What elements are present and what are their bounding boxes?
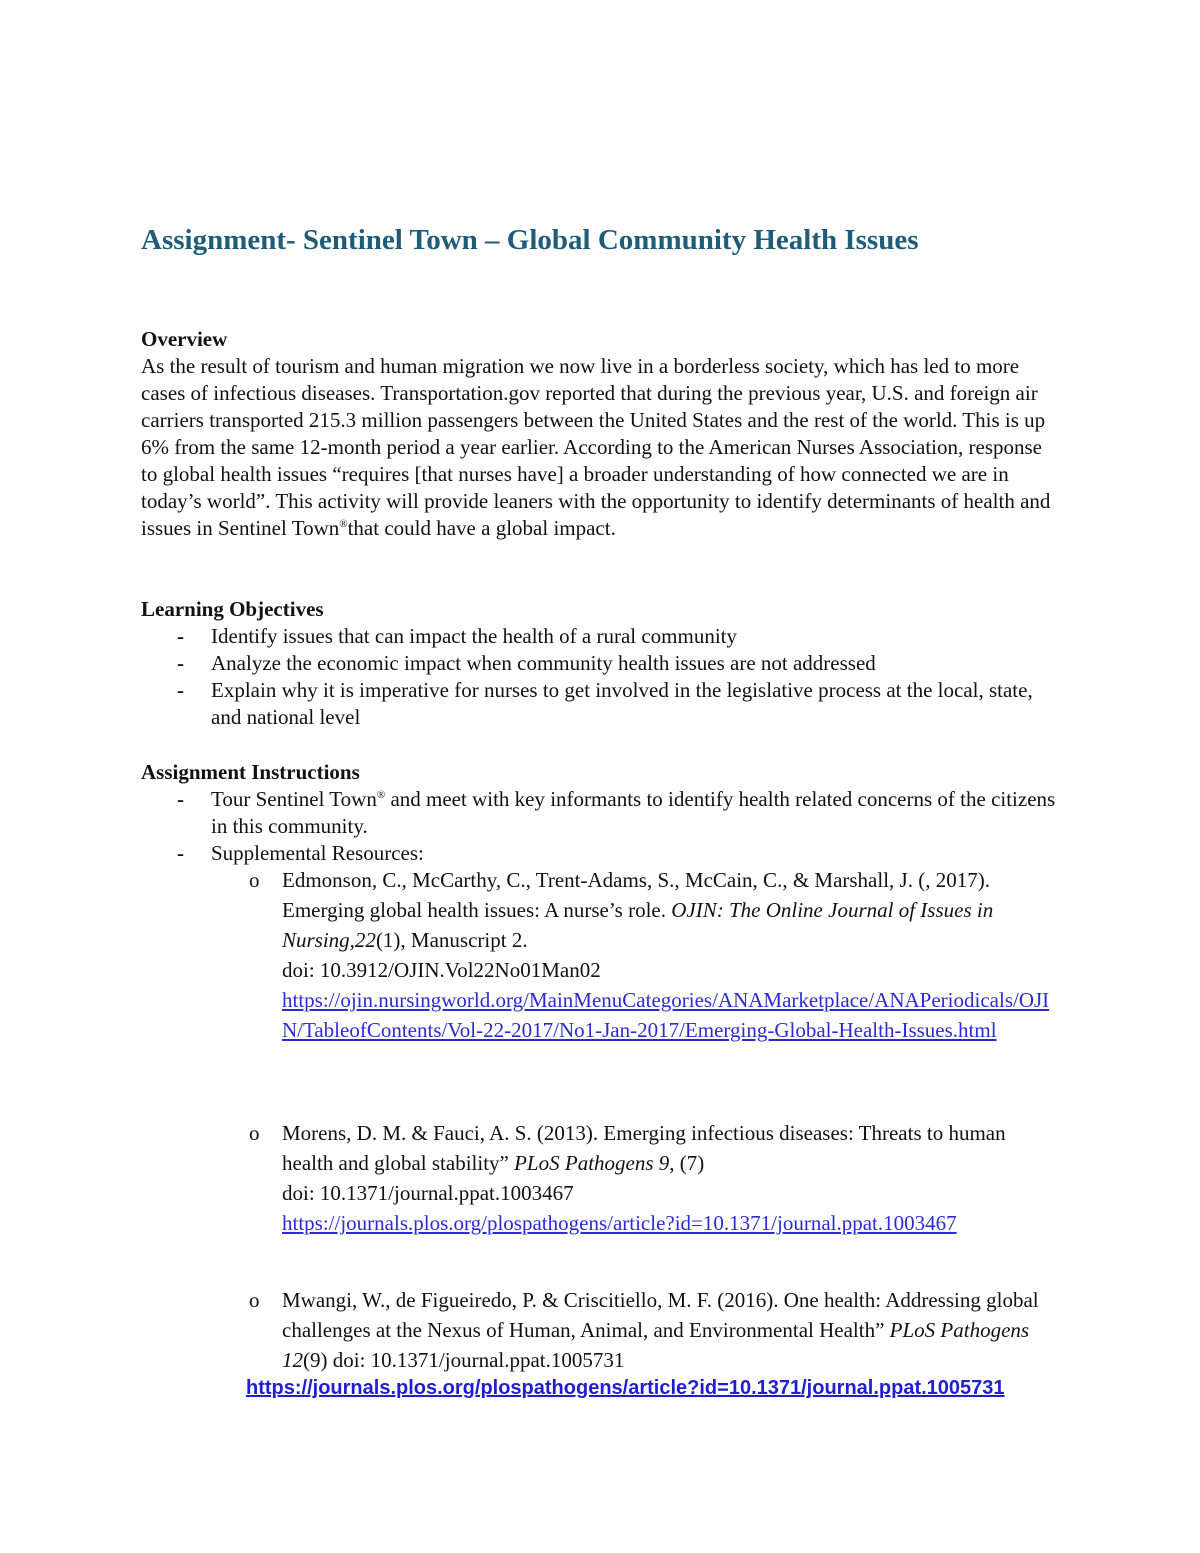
reference-doi: doi: 10.3912/OJIN.Vol22No01Man02 xyxy=(282,958,601,982)
reference-authors: Mwangi, W., de Figueiredo, P. & Criscitiello, M. F. (2016). One health: Addressing global challenges at the Nexus of Human, Animal, and Environmental Health” xyxy=(282,1288,1039,1342)
list-item xyxy=(141,623,1061,650)
reference-link[interactable]: https://ojin.nursingworld.org/MainMenuCategories/ANAMarketplace/ANAPeriodicals/OJIN/TableofContents/Vol-22-2017/No1-Jan-2017/Emerging-Global-Health-Issues.html xyxy=(282,988,1050,1042)
dash-bullet: - xyxy=(177,841,184,865)
objective-text: Explain why it is imperative for nurses to get involved in the legislative process at the local, state, and national level xyxy=(211,678,1033,729)
list-item xyxy=(141,677,1061,731)
instruction-text: Supplemental Resources: xyxy=(211,841,424,865)
list-item xyxy=(141,786,1061,840)
reference-item xyxy=(141,1285,1061,1375)
reference-issue: (1), Manuscript 2. xyxy=(375,928,528,952)
reference-journal: PLoS Pathogens 9 xyxy=(514,1151,670,1175)
overview-paragraph xyxy=(141,353,1061,542)
reference-issue: (9) doi: 10.1371/journal.ppat.1005731 xyxy=(303,1348,625,1372)
objective-text: Analyze the economic impact when community health issues are not addressed xyxy=(211,651,876,675)
instructions-heading: Assignment Instructions xyxy=(141,760,360,784)
page-title: Assignment- Sentinel Town – Global Community Health Issues xyxy=(141,224,919,256)
list-item xyxy=(141,840,1061,867)
reference-issue: , (7) xyxy=(669,1151,705,1175)
objectives-heading: Learning Objectives xyxy=(141,597,324,621)
sub-bullet: o xyxy=(249,1288,260,1312)
reference-link[interactable]: https://journals.plos.org/plospathogens/article?id=10.1371/journal.ppat.1003467 xyxy=(282,1211,957,1235)
dash-bullet: - xyxy=(177,651,184,675)
overview-section xyxy=(141,326,1061,542)
overview-heading: Overview xyxy=(141,327,228,351)
reference-doi: doi: 10.1371/journal.ppat.1003467 xyxy=(282,1181,574,1205)
reference-item xyxy=(141,865,1061,1045)
reference-item xyxy=(141,1118,1061,1238)
overview-text: As the result of tourism and human migration we now live in a borderless society, which has led to more cases of infectious diseases. Transportation.gov reported that during the previous year, U.S. and foreign air carriers transported 215.3 million passengers between the United States and the rest of the world. This is up 6% from the same 12-month period a year earlier. According to the American Nurses Association, response to global health issues “requires [that nurses have] a broader understanding of how connected we are in today’s world”. This activity will provide leaners with the opportunity to identify determinants of health and issues in Sentinel Town xyxy=(141,354,1051,540)
instruction-text-end: and meet with key informants to identify health related concerns of the citizens in this community. xyxy=(211,787,1056,838)
dash-bullet: - xyxy=(177,787,184,811)
instructions-section xyxy=(141,759,1061,867)
objectives-list xyxy=(141,623,1061,731)
sub-bullet: o xyxy=(249,868,260,892)
reference-journal: PLoS Pathogens 12 xyxy=(282,1318,1030,1372)
sub-bullet: o xyxy=(249,1121,260,1145)
reference-authors: Edmonson, C., McCarthy, C., Trent-Adams, S., McCain, C., & Marshall, J. (, 2017). Emerging global health issues: A nurse’s role. xyxy=(282,868,990,922)
reference-link[interactable]: https://journals.plos.org/plospathogens/article?id=10.1371/journal.ppat.1005731 xyxy=(246,1377,1005,1399)
reference-journal: OJIN: The Online Journal of Issues in Nursing,22 xyxy=(282,898,994,952)
dash-bullet: - xyxy=(177,678,184,702)
objectives-section xyxy=(141,596,1061,731)
objective-text: Identify issues that can impact the health of a rural community xyxy=(211,624,738,648)
instructions-list xyxy=(141,786,1061,867)
list-item xyxy=(141,650,1061,677)
registered-mark: ® xyxy=(376,789,386,801)
instruction-text: Tour Sentinel Town xyxy=(211,787,377,811)
dash-bullet: - xyxy=(177,624,184,648)
reference-authors: Morens, D. M. & Fauci, A. S. (2013). Emerging infectious diseases: Threats to human health and global stability” xyxy=(282,1121,1006,1175)
overview-text-end: that could have a global impact. xyxy=(347,516,616,540)
registered-mark: ® xyxy=(339,518,348,530)
